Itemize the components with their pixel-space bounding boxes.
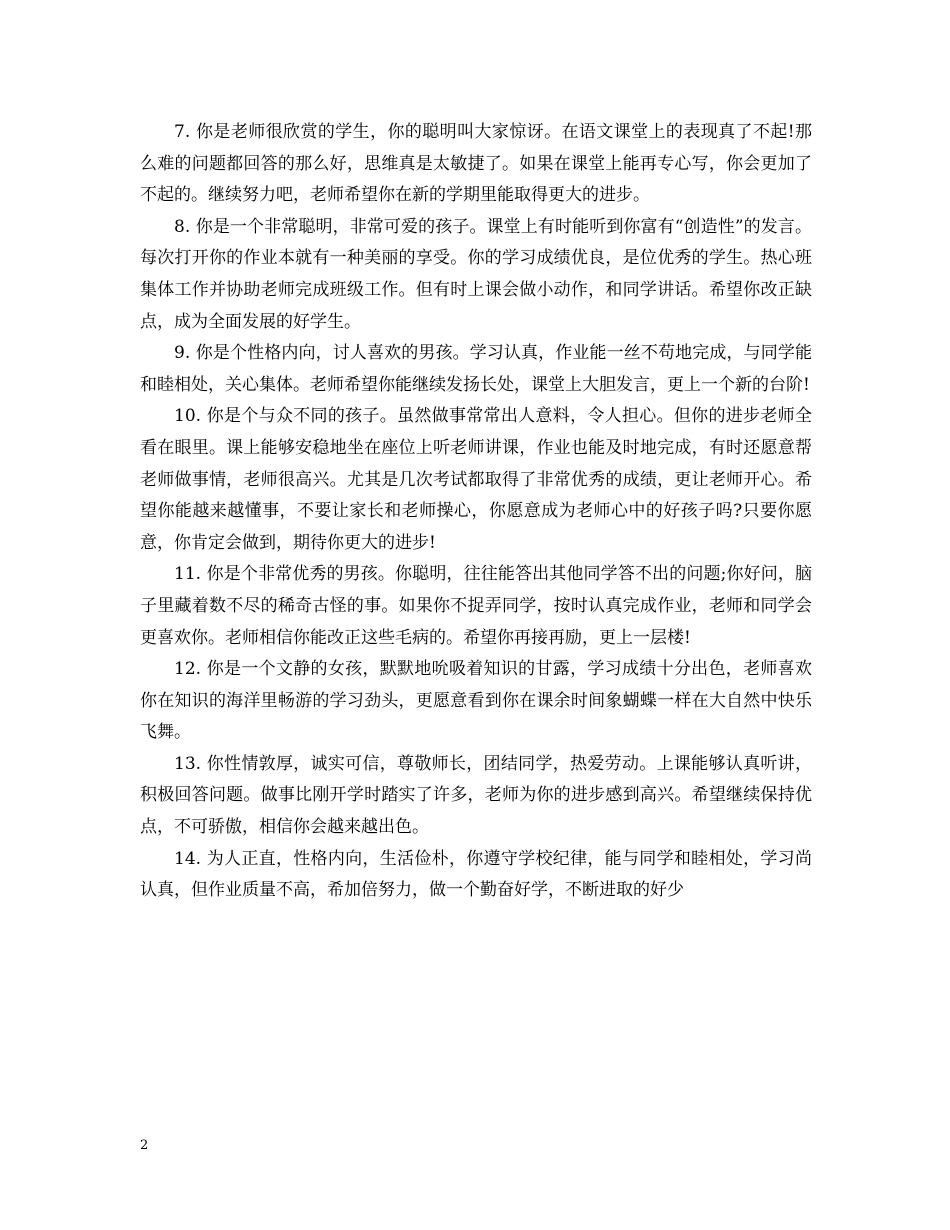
paragraph-10: 10. 你是个与众不同的孩子。虽然做事常常出人意料，令人担心。但你的进步老师全看在眼里。课上能够安稳地坐在座位上听老师讲课，作业也能及时地完成，有时还愿意帮老师做事情，老师很高兴。尤其是几次考试都取得了非常优秀的成绩，更让老师开心。希望你能越来越懂事，不要让家长和老师操心，你愿意成为老师心中的好孩子吗?只要你愿意，你肯定会做到，期待你更大的进步!: [140, 406, 812, 553]
paragraph-11: 11. 你是个非常优秀的男孩。你聪明，往往能答出其他同学答不出的问题;你好问，脑子里藏着数不尽的稀奇古怪的事。如果你不捉弄同学，按时认真完成作业，老师和同学会更喜欢你。老师相信你能改正这些毛病的。希望你再接再励，更上一层楼!: [140, 564, 812, 648]
paragraph-9: 9. 你是个性格内向，讨人喜欢的男孩。学习认真，作业能一丝不苟地完成，与同学能和睦相处，关心集体。老师希望你能继续发扬长处，课堂上大胆发言，更上一个新的台阶!: [140, 343, 812, 395]
paragraph-14: 14. 为人正直，性格内向，生活俭朴，你遵守学校纪律，能与同学和睦相处，学习尚认真，但作业质量不高，希加倍努力，做一个勤奋好学，不断进取的好少: [140, 848, 812, 901]
paragraph-7: 7. 你是老师很欣赏的学生，你的聪明叫大家惊讶。在语文课堂上的表现真了不起!那么难的问题都回答的那么好，思维真是太敏捷了。如果在课堂上能再专心写，你会更加了不起的。继续努力吧，老师希望你在新的学期里能取得更大的进步。: [140, 122, 812, 206]
paragraph-13: 13. 你性情敦厚，诚实可信，尊敬师长，团结同学，热爱劳动。上课能够认真听讲，积极回答问题。做事比刚开学时踏实了许多，老师为你的进步感到高兴。希望继续保持优点，不可骄傲，相信你会越来越出色。: [140, 753, 812, 838]
page-number: 2: [140, 1138, 149, 1153]
paragraph-12: 12. 你是一个文静的女孩，默默地吮吸着知识的甘露，学习成绩十分出色，老师喜欢你在知识的海洋里畅游的学习劲头，更愿意看到你在课余时间象蝴蝶一样在大自然中快乐飞舞。: [140, 659, 812, 743]
paragraph-8: 8. 你是一个非常聪明，非常可爱的孩子。课堂上有时能听到你富有“创造性”的发言。每次打开你的作业本就有一种美丽的享受。你的学习成绩优良，是位优秀的学生。热心班集体工作并协助老师完成班级工作。但有时上课会做小动作，和同学讲话。希望你改正缺点，成为全面发展的好学生。: [140, 216, 812, 332]
document-body: [140, 117, 812, 907]
